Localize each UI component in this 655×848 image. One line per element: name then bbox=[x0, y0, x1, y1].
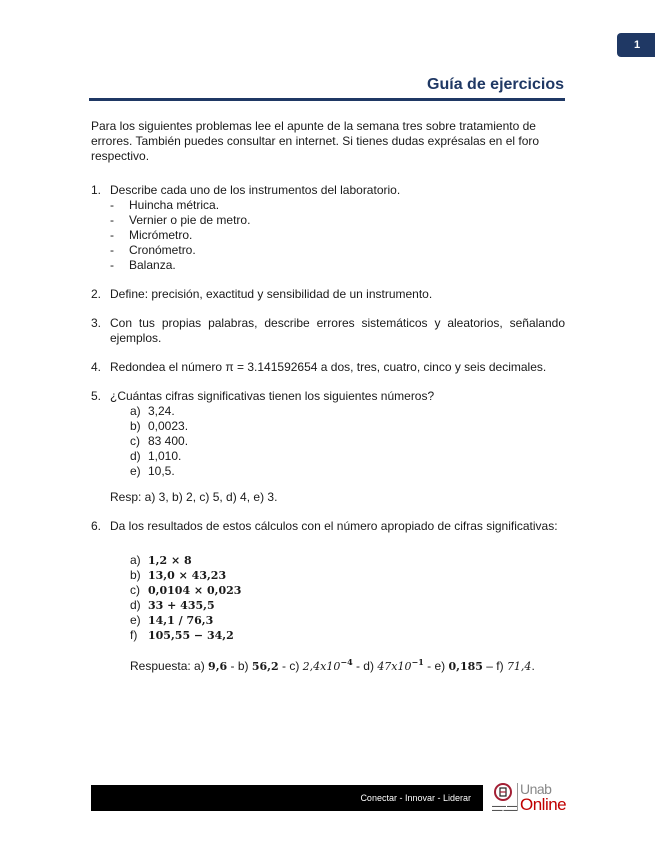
list-item: b) 13,0 × 43,23 bbox=[130, 568, 227, 582]
question-number: 5. bbox=[91, 389, 102, 403]
list-item: e) 10,5. bbox=[130, 464, 175, 478]
intro-paragraph: Para los siguientes problemas lee el apunte de la semana tres sobre tratamiento de errores. También puedes consultar en internet. Si tienes dudas exprésalas en el foro respectivo. bbox=[91, 119, 540, 163]
footer-slogan: Conectar - Innovar - Liderar bbox=[360, 793, 471, 803]
list-item: - Vernier o pie de metro. bbox=[110, 213, 251, 227]
title-underline bbox=[89, 98, 565, 101]
numbers-list bbox=[110, 404, 565, 479]
list-item: a) 3,24. bbox=[130, 404, 175, 418]
document-body bbox=[91, 119, 565, 688]
list-item: d) 33 + 435,5 bbox=[130, 598, 215, 612]
list-item: - Balanza. bbox=[110, 258, 176, 272]
question-text: Redondea el número π = 3.141592654 a dos, tres, cuatro, cinco y seis decimales. bbox=[110, 360, 547, 374]
list-item: c) 83 400. bbox=[130, 434, 189, 448]
list-item: d) 1,010. bbox=[130, 449, 182, 463]
question-number: 3. bbox=[91, 316, 102, 330]
list-item: b) 0,0023. bbox=[130, 419, 189, 433]
list-item: f) 105,55 − 34,2 bbox=[130, 628, 234, 642]
question-number: 2. bbox=[91, 287, 102, 301]
logo-online-text: Online bbox=[520, 795, 567, 814]
question-number: 1. bbox=[91, 183, 102, 197]
list-item: c) 0,0104 × 0,023 bbox=[130, 583, 242, 597]
calculations-list bbox=[110, 553, 565, 643]
list-item: - Huincha métrica. bbox=[110, 198, 220, 212]
list-item: a) 1,2 × 8 bbox=[130, 553, 192, 567]
unab-online-logo bbox=[492, 781, 572, 817]
footer-bar bbox=[91, 785, 483, 811]
logo-unab-text: Unab bbox=[520, 781, 552, 797]
list-item: - Cronómetro. bbox=[110, 243, 196, 257]
question-3 bbox=[91, 316, 565, 346]
question-2 bbox=[91, 287, 565, 302]
question-text: Describe cada uno de los instrumentos del laboratorio. bbox=[110, 183, 401, 197]
university-seal-icon bbox=[494, 783, 512, 801]
question-number: 6. bbox=[91, 519, 102, 533]
answer-6: Respuesta: a) 9,6 - b) 56,2 - c) $2,4x10^{-4} - d$) $47x10^{-1} - e$) 0,185 – f) 71,4. bbox=[130, 657, 535, 673]
question-text: Define: precisión, exactitud y sensibilidad de un instrumento. bbox=[110, 287, 433, 301]
list-item: - Micrómetro. bbox=[110, 228, 193, 242]
question-text: Da los resultados de estos cálculos con el número apropiado de cifras significativas: bbox=[110, 519, 558, 533]
question-number: 4. bbox=[91, 360, 102, 374]
question-4 bbox=[91, 360, 565, 375]
question-text: Con tus propias palabras, describe errores sistemáticos y aleatorios, señalando ejemplos. bbox=[110, 316, 565, 345]
page-number-badge: 1 bbox=[617, 33, 655, 57]
logo-divider bbox=[517, 783, 518, 811]
question-5 bbox=[91, 389, 565, 505]
list-item: e) 14,1 / 76,3 bbox=[130, 613, 214, 627]
seal-caption: ▬▬▬▬ ▬▬▬ ▬▬▬ ▬▬▬▬ bbox=[492, 804, 518, 812]
seal-emblem-icon bbox=[498, 787, 508, 797]
document-title: Guía de ejercicios bbox=[427, 76, 564, 93]
question-1 bbox=[91, 183, 565, 273]
question-6 bbox=[91, 519, 565, 674]
instrument-list bbox=[110, 198, 565, 273]
answer-5: Resp: a) 3, b) 2, c) 5, d) 4, e) 3. bbox=[110, 490, 278, 504]
question-text: ¿Cuántas cifras significativas tienen los siguientes números? bbox=[110, 389, 435, 403]
